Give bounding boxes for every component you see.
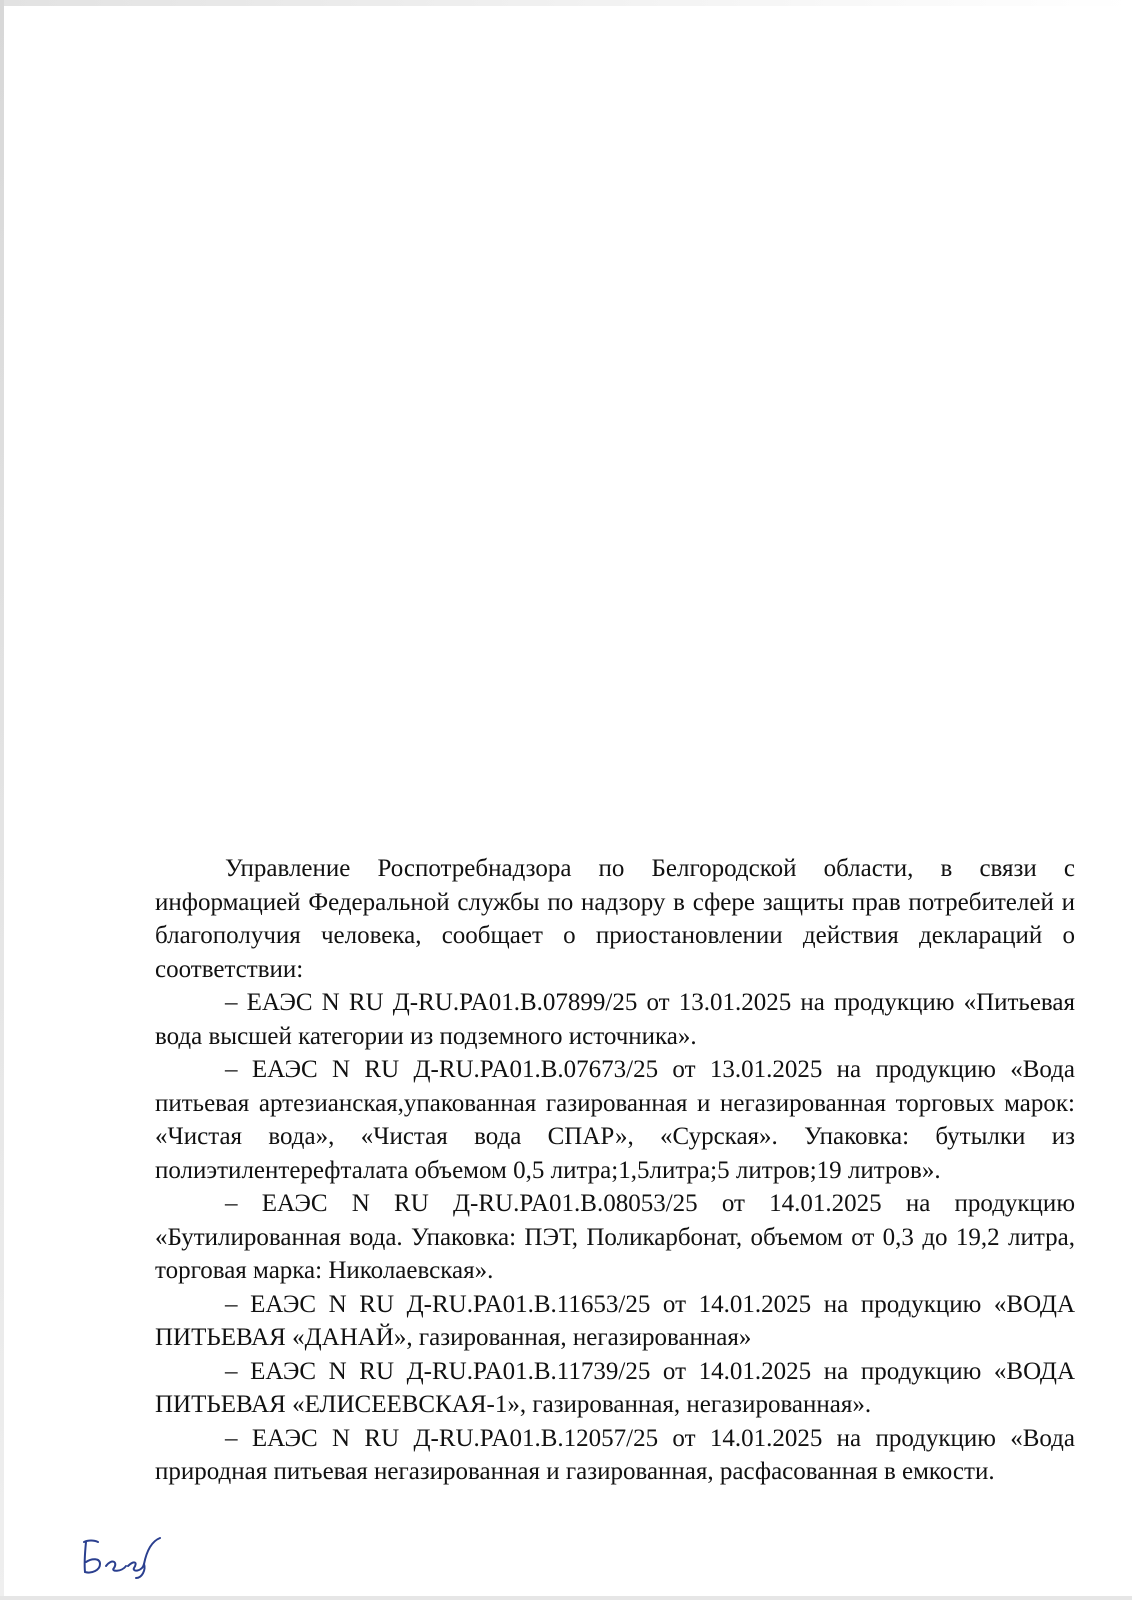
handwritten-signature <box>78 1532 168 1580</box>
document-body <box>155 852 1075 1489</box>
scan-edge-left <box>0 0 4 1600</box>
declaration-item: – ЕАЭС N RU Д-RU.PA01.B.11739/25 от 14.01.2025 на продукцию «ВОДА ПИТЬЕВАЯ «ЕЛИСЕЕВСКАЯ-1», газированная, негазированная». <box>155 1357 1075 1418</box>
declaration-item: – ЕАЭС N RU Д-RU.PA01.B.11653/25 от 14.01.2025 на продукцию «ВОДА ПИТЬЕВАЯ «ДАНАЙ», газированная, негазированная» <box>155 1290 1075 1351</box>
scan-edge-top <box>0 0 1132 6</box>
declaration-item: – ЕАЭС N RU Д-RU.PA01.B.12057/25 от 14.01.2025 на продукцию «Вода природная питьевая негазированная и газированная, расфасованная в емкости. <box>155 1424 1075 1485</box>
declaration-item: – ЕАЭС N RU Д-RU.PA01.B.08053/25 от 14.01.2025 на продукцию «Бутилированная вода. Упаковка: ПЭТ, Поликарбонат, объемом от 0,3 до 19,2 литра, торговая марка: Николаевская». <box>155 1190 1075 1284</box>
intro-paragraph: Управление Роспотребнадзора по Белгородской области, в связи с информацией Федеральной службы по надзору в сфере защиты прав потребителей и благополучия человека, сообщает о приостановлении действия деклараций о соответствии: <box>155 855 1075 983</box>
declaration-item: – ЕАЭС N RU Д-RU.PA01.B.07673/25 от 13.01.2025 на продукцию «Вода питьевая артезианская,упакованная газированная и негазированная торговых марок: «Чистая вода», «Чистая вода СПАР», «Сурская». Упаковка: бутылки из полиэтилентерефталата объемом 0,5 литра;1,5литра;5 литров;19 литров». <box>155 1056 1075 1184</box>
scan-edge-bottom <box>0 1596 1132 1600</box>
declaration-item: – ЕАЭС N RU Д-RU.PA01.B.07899/25 от 13.01.2025 на продукцию «Питьевая вода высшей категории из подземного источника». <box>155 989 1075 1050</box>
